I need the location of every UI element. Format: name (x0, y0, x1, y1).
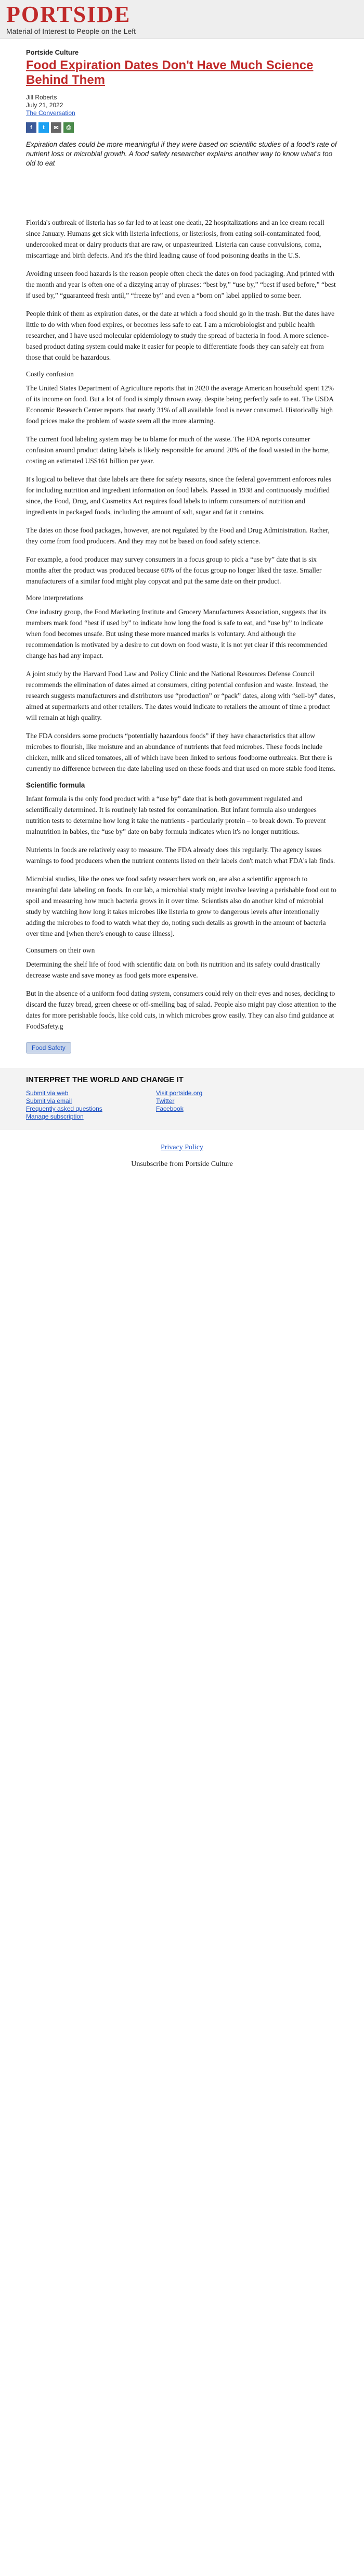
visit-portside-link[interactable]: Visit portside.org (156, 1089, 203, 1097)
faq-link[interactable]: Frequently asked questions (26, 1105, 102, 1112)
privacy-policy-link[interactable]: Privacy Policy (160, 1144, 204, 1151)
article-paragraph: Infant formula is the only food product with a “use by” date that is both government regulated and scientifically determined. It is routinely lab tested for contamination. But infant formula also undergoes nutrition tests to determine how long it take the nutrients - particularly protein – to break down. To prevent malnutrition in babies, the “use by” date on baby formula indicates when it's no longer nutritious. (26, 795, 326, 835)
manage-subscription-link[interactable]: Manage subscription (26, 1113, 84, 1120)
article-paragraph: One industry group, the Food Marketing Institute and Grocery Manufacturers Association, suggests that its members mark food “best if used by” to indicate how long the food is safe to eat, and “use by” to indicate when food becomes unsafe. But using these more nuanced marks is voluntary. And although the recommendation is motivated by a desire to cut down on food waste, it is not yet clear if this recommended change has had any impact. (26, 608, 328, 659)
site-tagline: Material of Interest to People on the Left (6, 27, 136, 35)
twitter-icon[interactable]: t (38, 122, 49, 133)
article-paragraph: It's logical to believe that date labels are there for safety reasons, since the federal government enforces rules for including nutrition and ingredient information on food labels. Passed in 1938 and continuously modified since, the Food, Drug, and Cosmetics Act requires food labels to inform consumers of nutrition and ingredients in packaged foods, including the amount of salt, sugar and fat it contains. (26, 475, 332, 516)
footer-links-left (26, 1089, 156, 1121)
section-heading: Scientific formula (26, 781, 85, 789)
site-header (0, 0, 364, 39)
page-bottom (0, 1130, 364, 1179)
section-heading: Costly confusion (26, 370, 74, 378)
byline (26, 94, 338, 117)
article-dek: Expiration dates could be more meaningful if they were based on scientific studies of a food's rate of nutrient loss or microbial growth. A food safety researcher explains another way to know what's too old to eat (26, 141, 337, 167)
article-body (26, 217, 338, 1032)
article-paragraph: The FDA considers some products “potentially hazardous foods” if they have characteristics that allow microbes to flourish, like moisture and an abundance of nutrients that feed microbes. These foods include chicken, milk and sliced tomatoes, all of which have been linked to serious foodborne outbreaks. But there is currently no difference between the date labeling used on these foods and that used on more stable food items. (26, 732, 336, 772)
article-paragraph: People think of them as expiration dates, or the date at which a food should go in the trash. But the dates have little to do with when food expires, or becomes less safe to eat. I am a microbiologist and public health researcher, and I have used molecular epidemiology to study the spread of bacteria in food. A more science-based product dating system could make it easier for people to differentiate foods they can safely eat from those that could be hazardous. (26, 310, 335, 361)
section-label: Portside Culture (26, 48, 79, 56)
portside-logo[interactable]: PORTSIDE (6, 2, 131, 27)
article-paragraph: Microbial studies, like the ones we food safety researchers work on, are also a scientific approach to meaningful date labeling on foods. In our lab, a microbial study might involve leaving a perishable food out to spoil and measuring how much bacteria grows in it over time. Scientists also do another kind of microbial study by watching how long it takes microbes like listeria to grow to dangerous levels after intentionally adding the microbes to food to watch what they do, noting such details as growth in the amount of bacteria over time and [when there's enough to cause illness]. (26, 875, 336, 937)
share-bar (26, 122, 338, 133)
facebook-icon[interactable]: f (26, 122, 36, 133)
section-heading: Consumers on their own (26, 946, 95, 954)
tag-food-safety[interactable]: Food Safety (26, 1042, 71, 1054)
article-title[interactable]: Food Expiration Dates Don't Have Much Science Behind Them (26, 58, 314, 87)
source-link[interactable]: The Conversation (26, 109, 75, 117)
footer-heading: INTERPRET THE WORLD AND CHANGE IT (26, 1075, 184, 1084)
author-name: Jill Roberts (26, 94, 57, 101)
email-icon[interactable]: ✉ (51, 122, 61, 133)
article-container (26, 39, 338, 1065)
unsubscribe-text[interactable]: Unsubscribe from Portside Culture (131, 1160, 233, 1168)
article-paragraph: For example, a food producer may survey consumers in a focus group to pick a “use by” date that is six months after the product was produced because 60% of the focus group no longer liked the taste. Smaller manufacturers of a similar food might play copycat and put the same date on their product. (26, 555, 322, 585)
publish-date: July 21, 2022 (26, 101, 63, 109)
article-paragraph: The current food labeling system may be to blame for much of the waste. The FDA reports consumer confusion around product dating labels is likely responsible for around 20% of the food wasted in the home, costing an estimated US$161 billion per year. (26, 435, 330, 465)
facebook-link[interactable]: Facebook (156, 1105, 184, 1112)
article-paragraph: The United States Department of Agriculture reports that in 2020 the average American household spent 12% of its income on food. But a lot of food is simply thrown away, despite being perfectly safe to eat. The USDA Economic Research Center reports that nearly 31% of all available food is never consumed. Historically high food prices make the problem of waste seem all the more alarming. (26, 384, 334, 425)
article-paragraph: Florida's outbreak of listeria has so far led to at least one death, 22 hospitalizations and an ice cream recall since January. Humans get sick with listeria infections, or listeriosis, from eating soil-contaminated food, undercooked meat or dairy products that are raw, or unpasteurized. Listeria can cause convulsions, coma, miscarriage and birth defects. And it's the third leading cause of food poisoning deaths in the U.S. (26, 219, 324, 259)
section-heading: More interpretations (26, 594, 84, 602)
image-placeholder (26, 176, 338, 217)
footer-links (26, 1089, 338, 1121)
footer-links-right (156, 1089, 286, 1121)
article-paragraph: Determining the shelf life of food with scientific data on both its nutrition and its safety could drastically decrease waste and save money as food gets more expensive. (26, 960, 320, 979)
article-paragraph: But in the absence of a uniform food dating system, consumers could rely on their eyes and noses, deciding to discard the fuzzy bread, green cheese or off-smelling bag of salad. People also might pay close attention to the dates for more perishable foods, like cold cuts, in which microbes grow easily. They can also find guidance at FoodSafety.g (26, 989, 336, 1030)
article-paragraph: The dates on those food packages, however, are not regulated by the Food and Drug Administration. Rather, they come from food producers. And they may not be based on food safety science. (26, 526, 330, 545)
submit-email-link[interactable]: Submit via email (26, 1097, 72, 1105)
submit-web-link[interactable]: Submit via web (26, 1089, 69, 1097)
footer-band (0, 1068, 364, 1130)
twitter-link[interactable]: Twitter (156, 1097, 175, 1105)
article-paragraph: Nutrients in foods are relatively easy to measure. The FDA already does this regularly. The agency issues warnings to food producers when the nutrient contents listed on their labels don't match what FDA's lab finds. (26, 846, 335, 865)
article-paragraph: A joint study by the Harvard Food Law and Policy Clinic and the National Resources Defense Council recommends the elimination of dates aimed at consumers, citing potential confusion and waste. Instead, the research suggests manufacturers and distributors use “production” or “pack” dates, along with “sell-by” dates, aimed at supermarkets and other retailers. The dates would indicate to retailers the amount of time a product will remain at high quality. (26, 670, 335, 721)
print-icon[interactable]: ⎙ (63, 122, 74, 133)
article-paragraph: Avoiding unseen food hazards is the reason people often check the dates on food packaging. And printed with the month and year is often one of a dizzying array of phrases: “best by,” “use by,” “best if used before,” “best if used by,” “guaranteed fresh until,” “freeze by” and even a “born on” label applied to some beer. (26, 270, 336, 299)
